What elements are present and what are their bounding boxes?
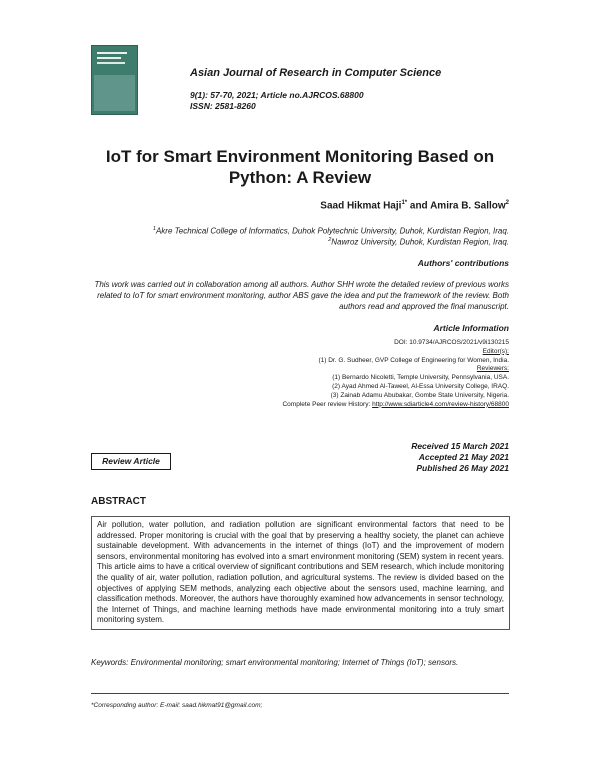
author-2: Amira B. Sallow — [430, 200, 506, 212]
citation: 9(1): 57-70, 2021; Article no.AJRCOS.68800 — [190, 90, 364, 100]
issn: ISSN: 2581-8260 — [190, 101, 256, 111]
review-history — [282, 401, 509, 410]
affiliation-2 — [328, 237, 509, 247]
footnote-divider — [91, 693, 509, 694]
reviewer-1: (1) Bernardo Nicoletti, Temple University, Pennsylvania, USA. — [332, 374, 509, 382]
journal-cover-thumbnail — [91, 45, 138, 115]
reviewer-3: (3) Zainab Adamu Abubakar, Gombe State University, Nigeria. — [330, 391, 509, 399]
corresponding-author-footnote: *Corresponding author: E-mail: saad.hikmat91@gmail.com; — [91, 702, 263, 709]
journal-name: Asian Journal of Research in Computer Science — [190, 67, 442, 79]
reviewer-2: (2) Ayad Ahmed Al-Taweel, Al-Essa University College, IRAQ. — [332, 382, 509, 390]
keywords-label: Keywords: — [91, 658, 131, 667]
editor: (1) Dr. G. Sudheer, GVP College of Engineering for Women, India. — [318, 356, 509, 364]
abstract-heading: ABSTRACT — [91, 496, 146, 507]
review-history-link[interactable]: http://www.sdiarticle4.com/review-history/68800 — [372, 400, 509, 408]
doi[interactable]: DOI: 10.9734/AJRCOS/2021/v9i130215 — [394, 339, 509, 346]
editor-label: Editor(s): — [482, 347, 509, 355]
keywords-text: Environmental monitoring; smart environmental monitoring; Internet of Things (IoT); sensors. — [130, 658, 459, 667]
title-line-1: IoT for Smart Environment Monitoring Based on — [105, 147, 495, 166]
abstract-text: Air pollution, water pollution, and radiation pollution are significant environmental factors that need to be addressed. Proper monitoring is crucial with the goal that by preserving a healthy society, the planet can achieve sustainable development. With advancements in the internet of things (IoT) and the improvement of modern sensors, environmental monitoring has evolved into a smart environment monitoring (SEM) system in recent years. This article aims to have a critical overview of significant contributions and SEM research, which include monitoring the quality of air, water pollution, radiation pollution, and agricultural systems. The review is divided based on the objectives of applying SEM methods, analyzing each objective about the sensors used, machine learning, and classification methods. Moreover, the authors have thoroughly examined how advancements in sensor technology, the Internet of Things, and machine learning methods have made environmental monitoring into a truly smart monitoring system. — [91, 516, 510, 630]
paper-title — [100, 146, 500, 188]
author-1-sup: 1* — [401, 200, 408, 206]
review-history-label: Complete Peer review History: — [282, 400, 373, 408]
keywords — [91, 657, 509, 668]
author-conjunction: and — [407, 200, 431, 212]
affiliation-1 — [153, 226, 509, 236]
affiliation-1-sup: 1 — [152, 226, 156, 232]
author-list — [320, 200, 509, 211]
author-1: Saad Hikmat Haji — [320, 200, 402, 212]
article-info-heading: Article Information — [433, 323, 509, 333]
title-line-2: Python: A Review — [228, 168, 372, 187]
article-dates — [411, 441, 509, 474]
reviewers-label: Reviewers: — [476, 365, 509, 373]
contributions-heading: Authors' contributions — [417, 258, 509, 268]
article-type-badge: Review Article — [91, 453, 171, 470]
author-2-sup: 2 — [505, 200, 509, 206]
accepted-date: Accepted 21 May 2021 — [418, 452, 509, 462]
affiliation-2-text: Nawroz University, Duhok, Kurdistan Region, Iraq. — [331, 237, 509, 247]
published-date: Published 26 May 2021 — [416, 463, 509, 473]
received-date: Received 15 March 2021 — [411, 441, 509, 451]
contributions-text: This work was carried out in collaboration among all authors. Author SHH wrote the detailed review of previous works related to IoT for smart environment monitoring, author ABS gave the idea and put the framework of the review. Both authors read and approved the final manuscript. — [94, 280, 509, 311]
affiliation-1-text: Akre Technical College of Informatics, Duhok Polytechnic University, Duhok, Kurdistan Region, Iraq. — [155, 226, 509, 236]
article-info — [282, 339, 509, 409]
affiliation-2-sup: 2 — [328, 237, 332, 243]
